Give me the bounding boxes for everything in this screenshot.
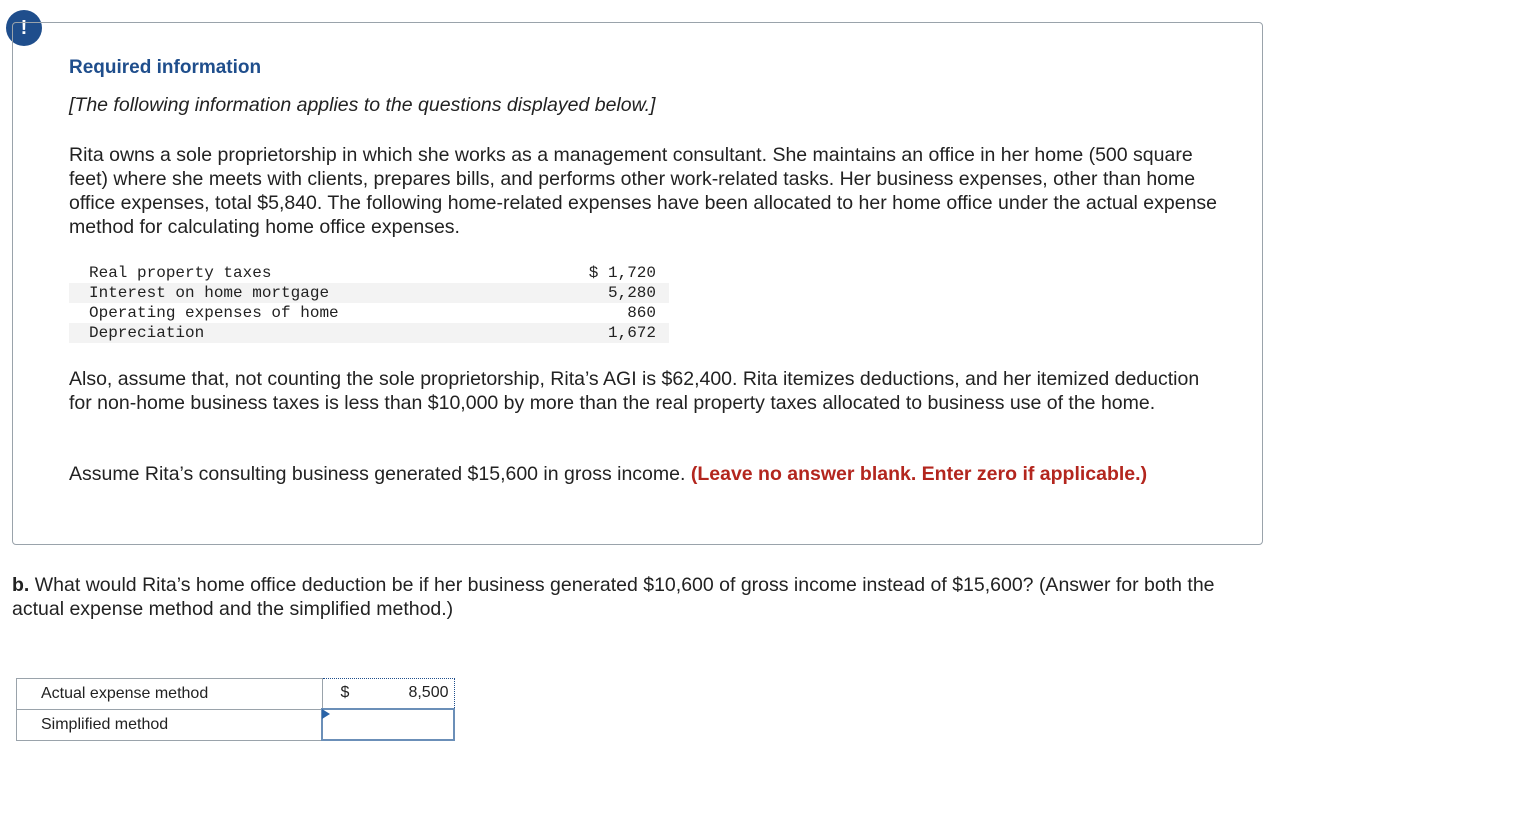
info-note: [The following information applies to the questions displayed below.] — [69, 94, 656, 116]
expense-amount: 860 — [627, 304, 656, 322]
alert-icon: ! — [6, 10, 42, 46]
currency-symbol: $ — [340, 684, 350, 701]
gross-income-text: Assume Rita’s consulting business generated $15,600 in gross income. — [69, 463, 686, 485]
expense-label: Depreciation — [69, 323, 531, 343]
answer-table — [16, 678, 455, 741]
simplified-method-input[interactable] — [322, 709, 454, 740]
scenario-paragraph: Rita owns a sole proprietorship in which she works as a management consultant. She maintains an office in her home (500 square feet) where she meets with clients, prepares bills, and performs other work-related tasks. Her business expenses, other than home office expenses, total $5,840. The following home-related expenses have been allocated to her home office under the actual expense method for calculating home office expenses. — [69, 144, 1218, 238]
instruction-text: (Leave no answer blank. Enter zero if applicable.) — [690, 463, 1148, 485]
actual-expense-label: Actual expense method — [17, 679, 323, 710]
expense-table — [69, 263, 669, 343]
question-b — [12, 573, 1242, 621]
actual-expense-value: 8,500 — [408, 684, 449, 701]
table-row — [69, 263, 669, 283]
expense-label: Real property taxes — [89, 264, 272, 282]
table-row — [69, 283, 669, 303]
expense-label: Operating expenses of home — [89, 304, 339, 322]
info-title: Required information — [69, 57, 262, 78]
input-flag-icon — [322, 709, 330, 719]
gross-income-paragraph — [69, 462, 1219, 486]
expense-label: Interest on home mortgage — [69, 283, 531, 303]
question-text: What would Rita’s home office deduction be if her business generated $10,600 of gross income instead of $15,600? (Answer for both the actual expense method and the simplified method.) — [12, 574, 1215, 620]
table-row — [69, 303, 669, 323]
actual-expense-input[interactable] — [322, 679, 454, 710]
expense-amount: $ 1,720 — [588, 264, 656, 282]
question-label: b. — [12, 574, 30, 596]
agi-paragraph: Also, assume that, not counting the sole proprietorship, Rita’s AGI is $62,400. Rita itemizes deductions, and her itemized deduction for non-home business taxes is less than $10,000 by more than the real property taxes allocated to business use of the home. — [69, 368, 1200, 414]
simplified-method-label: Simplified method — [17, 709, 323, 740]
expense-amount: 5,280 — [531, 283, 669, 303]
expense-amount: 1,672 — [531, 323, 669, 343]
table-row — [17, 679, 455, 710]
table-row — [17, 709, 455, 740]
table-row — [69, 323, 669, 343]
